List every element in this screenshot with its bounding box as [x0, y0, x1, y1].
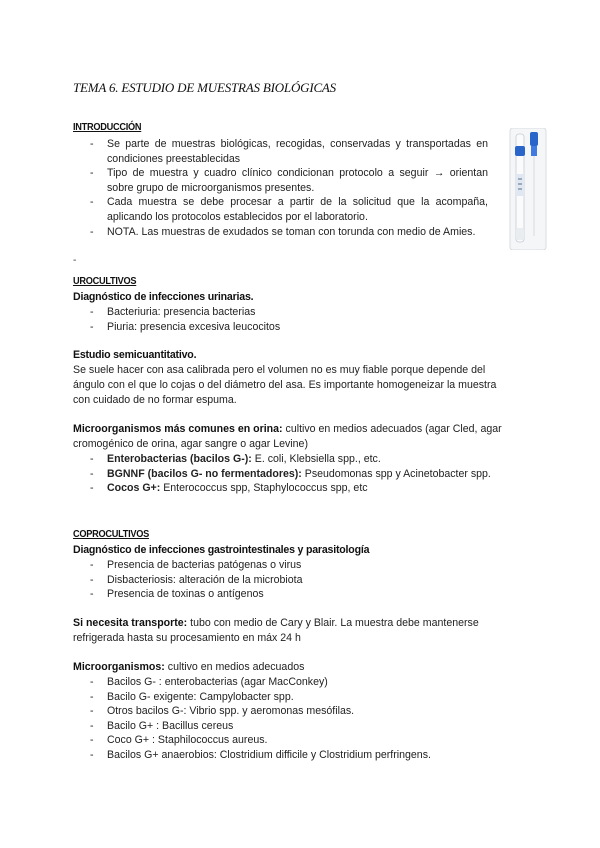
list-item: [73, 452, 503, 467]
uro-heading: UROCULTIVOS: [73, 276, 137, 287]
uro-subheading: Diagnóstico de infecciones urinarias.: [73, 291, 254, 303]
uro-list: [73, 305, 493, 334]
stray-dash: -: [73, 255, 77, 266]
copro-micro-paragraph: [73, 660, 493, 675]
list-item: - Coco G+ : Staphilococcus aureus.: [73, 733, 513, 748]
transport-bold: Si necesita transporte:: [73, 617, 188, 629]
list-item: - Cada muestra se debe procesar a partir de la solicitud que la acompaña, aplicando los protocolos establecidos por el laboratorio.: [73, 195, 488, 224]
copro-micro-text: cultivo en medios adecuados: [164, 661, 305, 673]
organism-bold: Enterobacterias (bacilos G-):: [107, 453, 252, 465]
organism-text: Pseudomonas spp y Acinetobacter spp.: [301, 467, 491, 480]
intro-heading: INTRODUCCIÓN: [73, 122, 142, 133]
list-item: - Se parte de muestras biológicas, recogidas, conservadas y transportadas en condiciones preestablecidas: [73, 137, 488, 166]
copro-list: [73, 558, 493, 602]
list-item: [73, 481, 503, 496]
list-item: - NOTA. Las muestras de exudados se toman con torunda con medio de Amies.: [73, 225, 488, 240]
organism-text: E. coli, Klebsiella spp., etc.: [251, 453, 381, 465]
list-item: - Tipo de muestra y cuadro clínico condicionan protocolo a seguir → orientan sobre grupo de microorganismos presentes.: [73, 166, 488, 195]
swab-tube-illustration: [506, 128, 550, 250]
list-item: - Otros bacilos G-: Vibrio spp. y aeromonas mesófilas.: [73, 704, 513, 719]
page-title: TEMA 6. ESTUDIO DE MUESTRAS BIOLÓGICAS: [73, 80, 336, 95]
organism-bold: BGNNF (bacilos G- no fermentadores):: [107, 467, 302, 480]
uro-micro-bold: Microorganismos más comunes en orina:: [73, 423, 283, 435]
copro-organism-list: [73, 675, 513, 763]
list-item: - Disbacteriosis: alteración de la microbiota: [73, 573, 493, 588]
semi-title: Estudio semicuantitativo.: [73, 349, 197, 361]
list-item: - Bacilos G+ anaerobios: Clostridium difficile y Clostridium perfringens.: [73, 748, 513, 763]
copro-subheading: Diagnóstico de infecciones gastrointestinales y parasitología: [73, 544, 370, 556]
list-item: - Bacilo G- exigente: Campylobacter spp.: [73, 690, 513, 705]
copro-micro-bold: Microorganismos:: [73, 661, 165, 673]
organism-text: Enterococcus spp, Staphylococcus spp, etc: [160, 482, 368, 495]
transport-text: tubo con medio de Cary y Blair. La muestra debe mantenerse refrigerada hasta su procesamiento en máx 24 h: [73, 617, 479, 645]
intro-list: [73, 137, 488, 239]
list-item: [73, 467, 503, 482]
organism-bold: Cocos G+:: [107, 482, 161, 495]
uro-organism-list: [73, 452, 503, 496]
list-item: - Bacilos G- : enterobacterias (agar MacConkey): [73, 675, 513, 690]
list-item: - Piuria: presencia excesiva leucocitos: [73, 320, 493, 335]
list-item: - Presencia de bacterias patógenas o virus: [73, 558, 493, 573]
semi-paragraph: Se suele hacer con asa calibrada pero el volumen no es muy fiable porque depende del ángulo con el que lo cojas o del diámetro del asa. Es importante homogeneizar la muestra con cuidado de no formar espuma.: [73, 364, 497, 407]
copro-heading: COPROCULTIVOS: [73, 529, 149, 540]
transport-paragraph: [73, 616, 483, 646]
list-item: - Bacilo G+ : Bacillus cereus: [73, 719, 513, 734]
list-item: - Bacteriuria: presencia bacterias: [73, 305, 493, 320]
uro-micro-text: cultivo en medios adecuados (agar Cled, agar cromogénico de orina, agar sangre o agar Levine): [73, 423, 502, 451]
list-item: - Presencia de toxinas o antígenos: [73, 587, 493, 602]
uro-micro-paragraph: [73, 422, 503, 452]
